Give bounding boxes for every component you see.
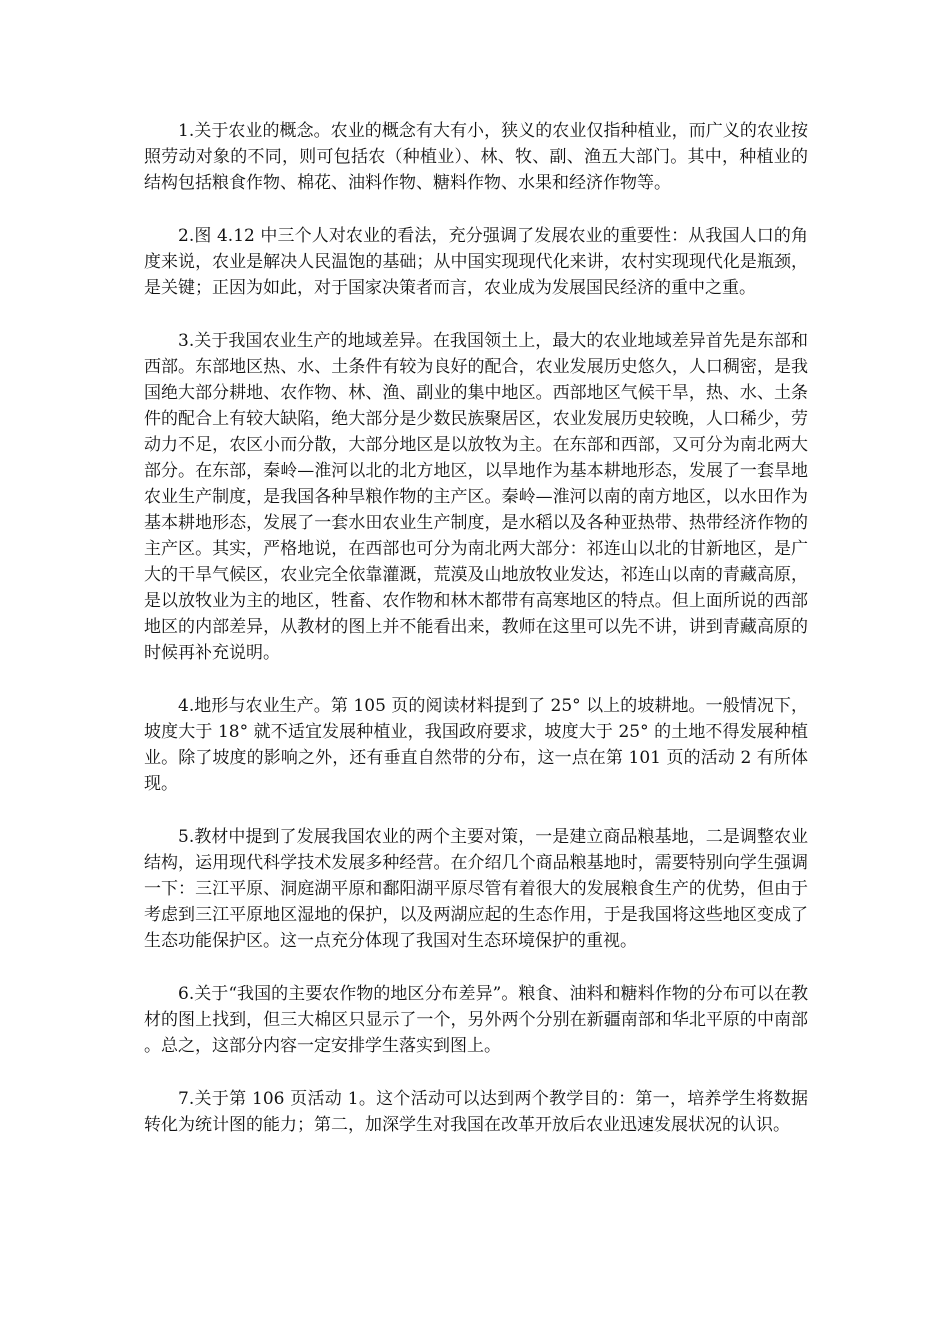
paragraph-5: 5.教材中提到了发展我国农业的两个主要对策，一是建立商品粮基地，二是调整农业结构，运用现代科学技术发展多种经营。在介绍几个商品粮基地时，需要特别向学生强调一下：三江平原、洞庭湖平原和鄱阳湖平原尽管有着很大的发展粮食生产的优势，但由于考虑到三江平原地区湿地的保护，以及两湖应起的生态作用，于是我国将这些地区变成了生态功能保护区。这一点充分体现了我国对生态环境保护的重视。 [144, 827, 808, 951]
paragraph-4: 4.地形与农业生产。第 105 页的阅读材料提到了 25° 以上的坡耕地。一般情况下，坡度大于 18° 就不适宜发展种植业，我国政府要求，坡度大于 25° 的土地不得发展种植业。除了坡度的影响之外，还有垂直自然带的分布，这一点在第 101 页的活动 2 有所体现。 [144, 696, 808, 794]
paragraph-6: 6.关于“我国的主要农作物的地区分布差异”。粮食、油料和糖料作物的分布可以在教材的图上找到，但三大棉区只显示了一个，另外两个分别在新疆南部和华北平原的中南部。总之，这部分内容一定安排学生落实到图上。 [144, 984, 808, 1056]
paragraph-3: 3.关于我国农业生产的地域差异。在我国领土上，最大的农业地域差异首先是东部和西部。东部地区热、水、土条件有较为良好的配合，农业发展历史悠久，人口稠密，是我国绝大部分耕地、农作物、林、渔、副业的集中地区。西部地区气候干旱，热、水、土条件的配合上有较大缺陷，绝大部分是少数民族聚居区，农业发展历史较晚，人口稀少，劳动力不足，农区小而分散，大部分地区是以放牧为主。在东部和西部，又可分为南北两大部分。在东部，秦岭—淮河以北的北方地区，以旱地作为基本耕地形态，发展了一套旱地农业生产制度，是我国各种旱粮作物的主产区。秦岭—淮河以南的南方地区，以水田作为基本耕地形态，发展了一套水田农业生产制度，是水稻以及各种亚热带、热带经济作物的主产区。其实，严格地说，在西部也可分为南北两大部分：祁连山以北的甘新地区，是广大的干旱气候区，农业完全依靠灌溉，荒漠及山地放牧业发达，祁连山以南的青藏高原，是以放牧业为主的地区，牲畜、农作物和林木都带有高寒地区的特点。但上面所说的西部地区的内部差异，从教材的图上并不能看出来，教师在这里可以先不讲，讲到青藏高原的时候再补充说明。 [144, 331, 808, 663]
document-body [144, 118, 808, 1165]
paragraph-1: 1.关于农业的概念。农业的概念有大有小，狭义的农业仅指种植业，而广义的农业按照劳动对象的不同，则可包括农（种植业）、林、牧、副、渔五大部门。其中，种植业的结构包括粮食作物、棉花、油料作物、糖料作物、水果和经济作物等。 [144, 121, 808, 193]
paragraph-7: 7.关于第 106 页活动 1。这个活动可以达到两个教学目的：第一，培养学生将数据转化为统计图的能力；第二，加深学生对我国在改革开放后农业迅速发展状况的认识。 [144, 1089, 808, 1135]
paragraph-2: 2.图 4.12 中三个人对农业的看法，充分强调了发展农业的重要性：从我国人口的角度来说，农业是解决人民温饱的基础；从中国实现现代化来讲，农村实现现代化是瓶颈，是关键；正因为如此，对于国家决策者而言，农业成为发展国民经济的重中之重。 [144, 226, 808, 298]
